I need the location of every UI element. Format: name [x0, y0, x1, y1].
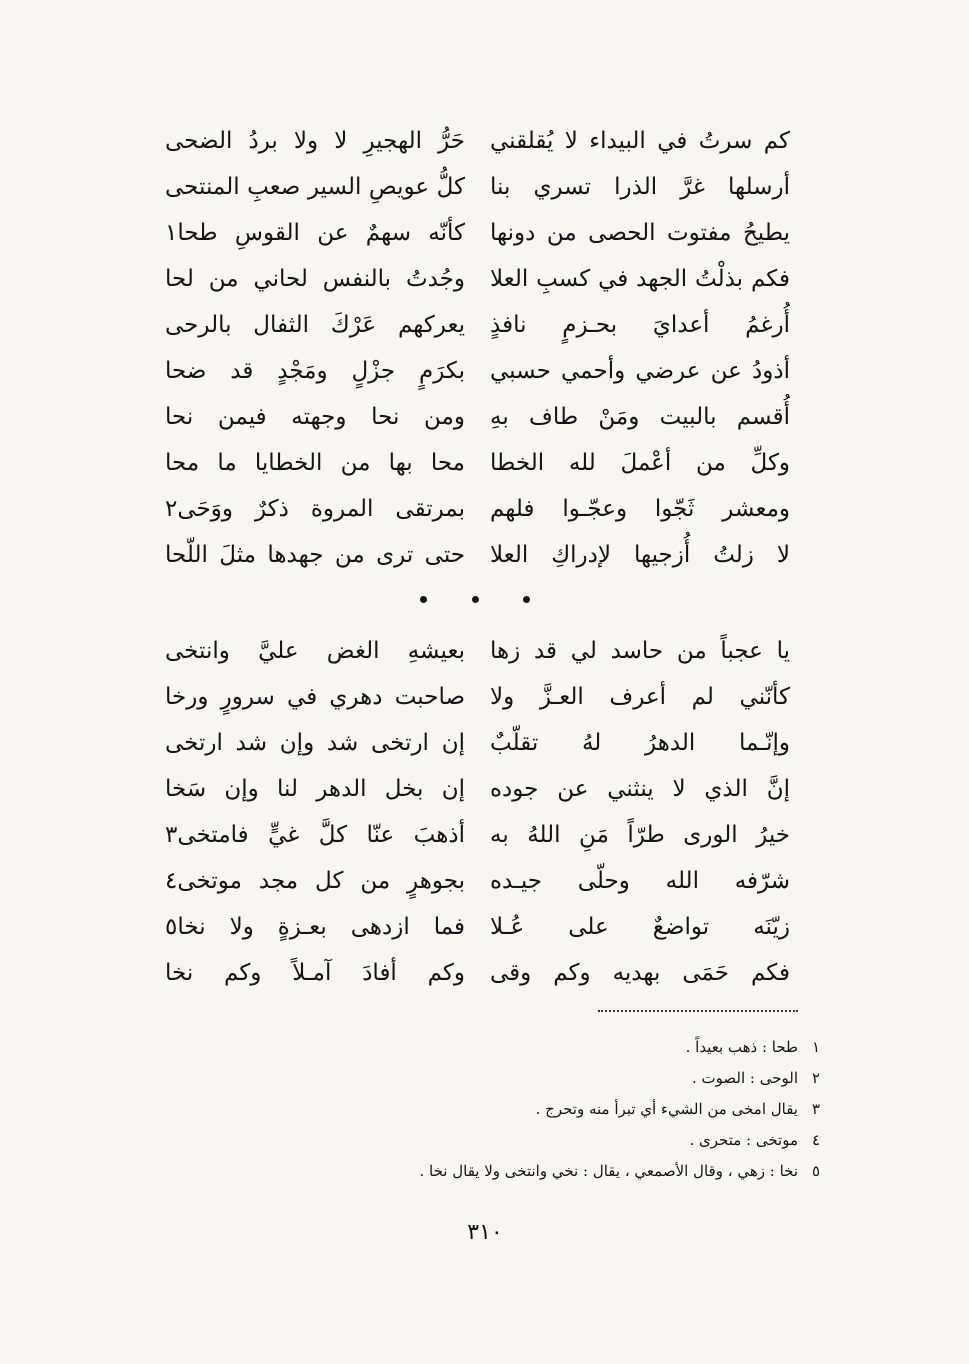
footnotes [300, 1032, 820, 1187]
verse-line [165, 674, 790, 720]
divider-dot [472, 596, 479, 603]
divider-dot [420, 596, 427, 603]
verse-second-hemistich: إن ارتخى شد وإن شد ارتخى [165, 730, 465, 756]
footnote-text: موتخى : متحرى . [689, 1131, 798, 1149]
verse-first-hemistich: كم سرتُ في البيداء لا يُقلقني [490, 128, 790, 154]
verse-line [165, 394, 790, 440]
verse-line [165, 858, 790, 904]
footnote [300, 1125, 820, 1156]
verse-first-hemistich: أرسلها غرَّ الذرا تسري بنا [490, 174, 790, 200]
verse-second-hemistich: حتى ترى من جهدها مثلَ اللّحا [165, 542, 465, 568]
footnote-text: نخا : زهي ، وقال الأصمعي ، يقال : نخي وانتخى ولا يقال نخا . [419, 1162, 798, 1180]
footnote-number: ١ [811, 1038, 820, 1056]
verse-first-hemistich: أذودُ عن عرضي وأحمي حسبي [490, 358, 790, 384]
verse-first-hemistich: يا عجباً من حاسد لي قد زها [490, 638, 790, 664]
verse-first-hemistich: شرّفه الله وحلّى جيـده [490, 868, 790, 894]
verse-line [165, 904, 790, 950]
footnote [300, 1063, 820, 1094]
verse-second-hemistich: بعيشهِ الغض عليَّ وانتخى [165, 638, 465, 664]
footnote-number: ٣ [811, 1100, 820, 1118]
section-divider [420, 596, 530, 603]
verse-first-hemistich: لا زلتُ أُزجيها لإدراكِ العلا [490, 542, 790, 568]
verse-second-hemistich: محا بها من الخطايا ما محا [165, 450, 465, 476]
verse-line [165, 256, 790, 302]
verse-line [165, 720, 790, 766]
verse-first-hemistich: فكم بذلْتُ الجهد في كسبِ العلا [490, 266, 790, 292]
verse-line [165, 210, 790, 256]
poem-section-2 [165, 628, 790, 996]
verse-first-hemistich: زيّنَه تواضعٌ على عُـلا [490, 914, 790, 940]
verse-second-hemistich: يعركهم عَرْكَ الثفال بالرحى [165, 312, 465, 338]
footnote [300, 1094, 820, 1125]
verse-first-hemistich: كأنّني لم أعرف العـزَّ ولا [490, 684, 790, 710]
verse-line [165, 628, 790, 674]
footnote-number: ٥ [811, 1162, 820, 1180]
verse-second-hemistich: إن بخل الدهر لنا وإن سَخا [165, 776, 465, 802]
verse-second-hemistich: ومن نحا وجهته فيمن نحا [165, 404, 465, 430]
verse-second-hemistich: كأنّه سهمٌ عن القوسِ طحا١ [165, 220, 465, 246]
verse-line [165, 440, 790, 486]
footnote-text: يقال امخى من الشيء أي تبرأ منه وتحرج . [535, 1100, 798, 1118]
verse-first-hemistich: أُرغمُ أعدايَ بحـزمٍ نافذٍ [490, 312, 790, 338]
verse-line [165, 532, 790, 578]
verse-second-hemistich: وجُدتُ بالنفس لحاني من لحا [165, 266, 465, 292]
verse-line [165, 950, 790, 996]
verse-first-hemistich: فكم حَمَى بهديه وكم وقى [490, 960, 790, 986]
footnote [300, 1156, 820, 1187]
verse-second-hemistich: وكم أفادَ آمـلاً وكم نخا [165, 960, 465, 986]
verse-line [165, 302, 790, 348]
verse-second-hemistich: بمرتقى المروة ذكرٌ ووَحَى٢ [165, 496, 465, 522]
verse-first-hemistich: إنَّ الذي لا ينثني عن جوده [490, 776, 790, 802]
verse-second-hemistich: أذهبَ عنّا كلَّ غيٍّ فامتخى٣ [165, 822, 465, 848]
verse-line [165, 812, 790, 858]
divider-dot [523, 596, 530, 603]
footnote-text: طحا : ذهب بعيداً . [685, 1038, 798, 1056]
footnote-number: ٤ [811, 1131, 820, 1149]
footnote-text: الوحى : الصوت . [691, 1069, 798, 1087]
verse-line [165, 766, 790, 812]
verse-first-hemistich: خيرُ الورى طرّاً مَنِ اللهُ به [490, 822, 790, 848]
verse-line [165, 118, 790, 164]
footnote-separator [598, 1010, 798, 1012]
verse-first-hemistich: وإنّـما الدهرُ لهُ تقلّبٌ [490, 730, 790, 756]
verse-second-hemistich: كلُّ عويصِ السير صعبِ المنتحى [165, 174, 465, 200]
verse-second-hemistich: بكرَمٍ جزْلٍ ومَجْدٍ قد ضحا [165, 358, 465, 384]
verse-second-hemistich: حَرُّ الهجيرِ لا ولا بردُ الضحى [165, 128, 465, 154]
verse-second-hemistich: بجوهرٍ من كل مجد موتخى٤ [165, 868, 465, 894]
verse-line [165, 348, 790, 394]
verse-first-hemistich: ومعشر ثَجّوا وعجّـوا فلهم [490, 496, 790, 522]
verse-line [165, 164, 790, 210]
poem-section-1 [165, 118, 790, 578]
footnote-number: ٢ [811, 1069, 820, 1087]
page-number: ٣١٠ [467, 1220, 503, 1245]
verse-first-hemistich: يطيحُ مفتوت الحصى من دونها [490, 220, 790, 246]
footnote [300, 1032, 820, 1063]
verse-first-hemistich: وكلِّ من أعْملَ لله الخطا [490, 450, 790, 476]
verse-second-hemistich: فما ازدهى بعـزةٍ ولا نخا٥ [165, 914, 465, 940]
verse-second-hemistich: صاحبت دهري في سرورٍ ورخا [165, 684, 465, 710]
verse-line [165, 486, 790, 532]
verse-first-hemistich: أُقسم بالبيت ومَنْ طاف بهِ [490, 404, 790, 430]
